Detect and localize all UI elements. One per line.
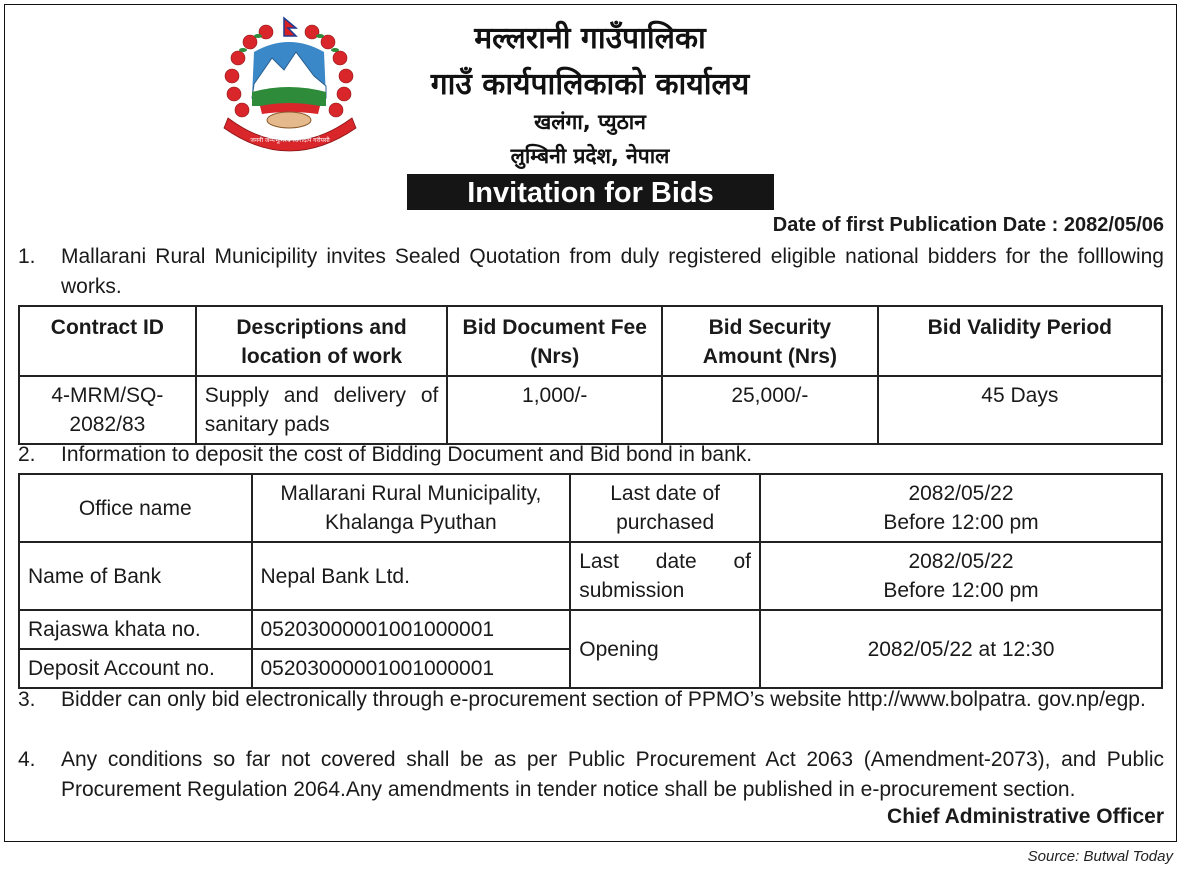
submission-date: 2082/05/22 <box>908 550 1014 573</box>
province-country: लुम्बिनी प्रदेश, नेपाल <box>510 144 670 168</box>
emblem-motto: जननी जन्मभूमिश्च स्वर्गादपि गरीयसी <box>250 137 330 144</box>
office-value: Mallarani Rural Municipality, Khalanga Pyuthan <box>252 474 571 542</box>
table-row <box>19 474 1162 542</box>
cell-description: Supply and delivery of sanitary pads <box>196 376 448 444</box>
bid-table <box>18 305 1163 445</box>
purchase-label: Last date of purchased <box>570 474 760 542</box>
list-item <box>18 242 1164 302</box>
header-validity: Bid Validity Period <box>878 306 1162 376</box>
header-doc-fee: Bid Document Fee (Nrs) <box>447 306 662 376</box>
bank-table <box>18 473 1163 689</box>
item-number: 4. <box>18 748 36 771</box>
header-description: Descriptions and location of work <box>196 306 448 376</box>
purchase-time: Before 12:00 pm <box>883 511 1039 534</box>
item-number: 3. <box>18 688 36 711</box>
deposit-value: 05203000001001000001 <box>252 649 571 688</box>
table-row <box>19 542 1162 610</box>
bank-value: Nepal Bank Ltd. <box>252 542 571 610</box>
item-text: Mallarani Rural Municipility invites Sealed Quotation from duly registered eligible national bidders for the folllowing works. <box>61 245 1164 298</box>
item-text: Information to deposit the cost of Bidding Document and Bid bond in bank. <box>61 443 753 466</box>
table-row <box>19 610 1162 649</box>
office-label: Office name <box>19 474 252 542</box>
list-item <box>18 745 1164 805</box>
cell-contract-id: 4-MRM/SQ-2082/83 <box>19 376 196 444</box>
opening-label: Opening <box>570 610 760 688</box>
rajaswa-label: Rajaswa khata no. <box>19 610 252 649</box>
cell-doc-fee: 1,000/- <box>447 376 662 444</box>
office-location: खलंगा, प्युठान <box>534 110 646 134</box>
list-item <box>18 440 1164 470</box>
bank-label: Name of Bank <box>19 542 252 610</box>
publication-date: Date of first Publication Date : 2082/05/06 <box>772 214 1164 236</box>
office-name: गाउँ कार्यपालिकाको कार्यालय <box>430 67 750 102</box>
submission-time: Before 12:00 pm <box>883 579 1039 602</box>
item-number: 1. <box>18 245 36 268</box>
cell-validity: 45 Days <box>878 376 1162 444</box>
item-text: Any conditions so far not covered shall be as per Public Procurement Act 2063 (Amendment-2073), and Public Procurement Regulation 2064.Any amendments in tender notice shall be published in e-procurement section. <box>61 748 1164 801</box>
table-header-row <box>19 306 1162 376</box>
cell-security: 25,000/- <box>662 376 878 444</box>
notice-title: Invitation for Bids <box>407 174 774 210</box>
header-contract-id: Contract ID <box>19 306 196 376</box>
item-text: Bidder can only bid electronically through e-procurement section of PPMO’s website http://www.bolpatra. gov.np/egp. <box>61 688 1146 711</box>
submission-value <box>760 542 1162 610</box>
source-credit: Source: Butwal Today <box>1027 848 1173 865</box>
deposit-label: Deposit Account no. <box>19 649 252 688</box>
item-number: 2. <box>18 443 36 466</box>
rajaswa-value: 05203000001001000001 <box>252 610 571 649</box>
list-item <box>18 685 1164 715</box>
signoff: Chief Administrative Officer <box>887 805 1164 828</box>
opening-value: 2082/05/22 at 12:30 <box>760 610 1162 688</box>
purchase-date: 2082/05/22 <box>908 482 1014 505</box>
header-security: Bid Security Amount (Nrs) <box>662 306 878 376</box>
table-row <box>19 376 1162 444</box>
purchase-value <box>760 474 1162 542</box>
submission-label: Last date of submission <box>570 542 760 610</box>
municipality-name: मल्लरानी गाउँपालिका <box>474 21 706 56</box>
